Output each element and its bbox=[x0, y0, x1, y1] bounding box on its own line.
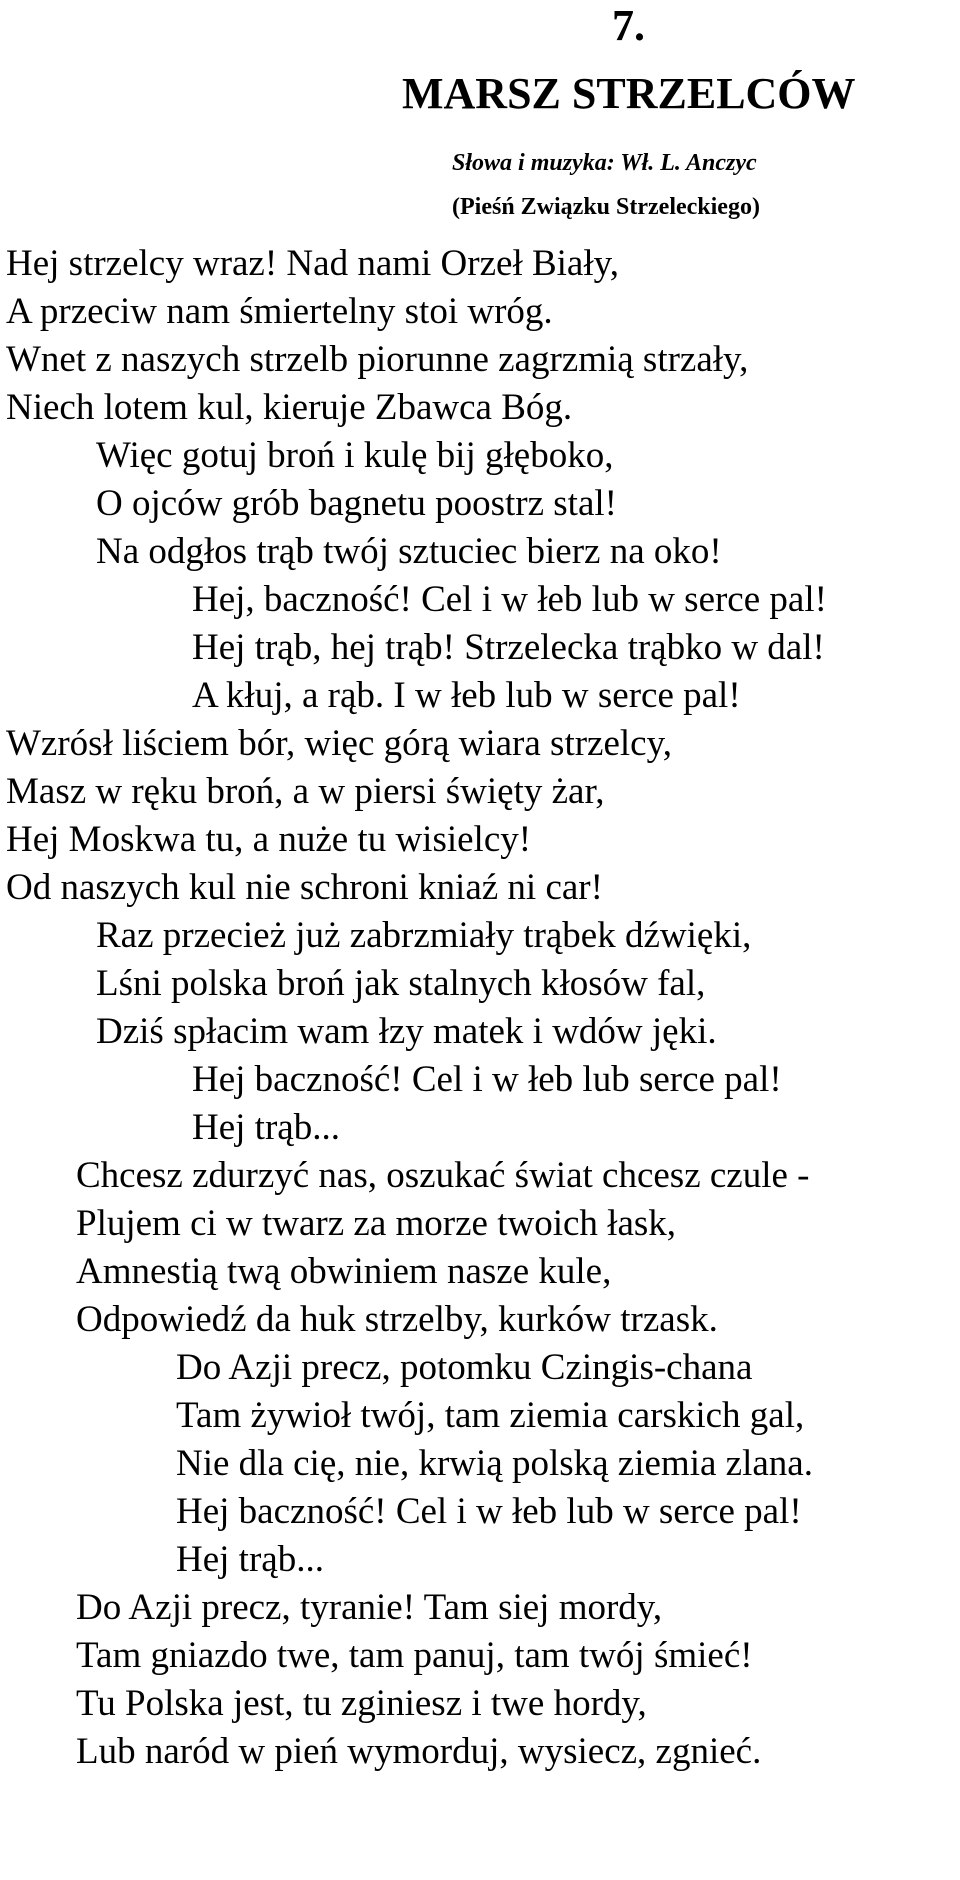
song-subtitle: (Pieśń Związku Strzeleckiego) bbox=[452, 194, 760, 220]
lyric-line: Hej trąb... bbox=[192, 1107, 340, 1148]
lyric-line: Amnestią twą obwiniem nasze kule, bbox=[76, 1251, 612, 1292]
lyric-line: Hej trąb... bbox=[176, 1539, 324, 1580]
song-credit: Słowa i muzyka: Wł. L. Anczyc bbox=[452, 150, 757, 176]
lyric-line: Do Azji precz, tyranie! Tam siej mordy, bbox=[76, 1587, 663, 1628]
lyric-line: A przeciw nam śmiertelny stoi wróg. bbox=[6, 291, 553, 332]
song-number: 7. bbox=[612, 1, 645, 50]
lyric-line: Hej baczność! Cel i w łeb lub w serce pal! bbox=[176, 1491, 802, 1532]
lyric-line: Na odgłos trąb twój sztuciec bierz na oko! bbox=[96, 531, 722, 572]
lyric-line: Niech lotem kul, kieruje Zbawca Bóg. bbox=[6, 387, 573, 428]
lyric-line: Wnet z naszych strzelb piorunne zagrzmią strzały, bbox=[6, 339, 749, 380]
lyric-line: A kłuj, a rąb. I w łeb lub w serce pal! bbox=[192, 675, 741, 716]
lyric-line: Hej, baczność! Cel i w łeb lub w serce pal! bbox=[192, 579, 827, 620]
lyric-line: Hej Moskwa tu, a nuże tu wisielcy! bbox=[6, 819, 532, 860]
lyric-line: Lśni polska broń jak stalnych kłosów fal, bbox=[96, 963, 706, 1004]
lyric-line: Hej strzelcy wraz! Nad nami Orzeł Biały, bbox=[6, 243, 619, 284]
lyric-line: Nie dla cię, nie, krwią polską ziemia zlana. bbox=[176, 1443, 813, 1484]
lyric-line: Hej baczność! Cel i w łeb lub serce pal! bbox=[192, 1059, 782, 1100]
lyric-line: Masz w ręku broń, a w piersi święty żar, bbox=[6, 771, 605, 812]
song-title: MARSZ STRZELCÓW bbox=[402, 69, 856, 118]
lyric-line: Odpowiedź da huk strzelby, kurków trzask. bbox=[76, 1299, 718, 1340]
lyric-line: Hej trąb, hej trąb! Strzelecka trąbko w dal! bbox=[192, 627, 825, 668]
lyric-line: Plujem ci w twarz za morze twoich łask, bbox=[76, 1203, 677, 1244]
lyric-line: Lub naród w pień wymorduj, wysiecz, zgnieć. bbox=[76, 1731, 762, 1772]
lyric-line: Raz przecież już zabrzmiały trąbek dźwięki, bbox=[96, 915, 752, 956]
lyric-line: Wzrósł liściem bór, więc górą wiara strzelcy, bbox=[6, 723, 672, 764]
lyric-line: Więc gotuj broń i kulę bij głęboko, bbox=[96, 435, 614, 476]
lyric-line: Od naszych kul nie schroni kniaź ni car! bbox=[6, 867, 603, 908]
lyric-line: Tam gniazdo twe, tam panuj, tam twój śmieć! bbox=[76, 1635, 753, 1676]
lyric-line: O ojców grób bagnetu poostrz stal! bbox=[96, 483, 617, 524]
lyric-line: Dziś spłacim wam łzy matek i wdów jęki. bbox=[96, 1011, 717, 1052]
lyric-line: Chcesz zdurzyć nas, oszukać świat chcesz czule - bbox=[76, 1155, 810, 1196]
lyric-line: Tam żywioł twój, tam ziemia carskich gal, bbox=[176, 1395, 805, 1436]
lyric-line: Do Azji precz, potomku Czingis-chana bbox=[176, 1347, 753, 1388]
song-lyrics bbox=[0, 240, 960, 1776]
lyric-line: Tu Polska jest, tu zginiesz i twe hordy, bbox=[76, 1683, 647, 1724]
